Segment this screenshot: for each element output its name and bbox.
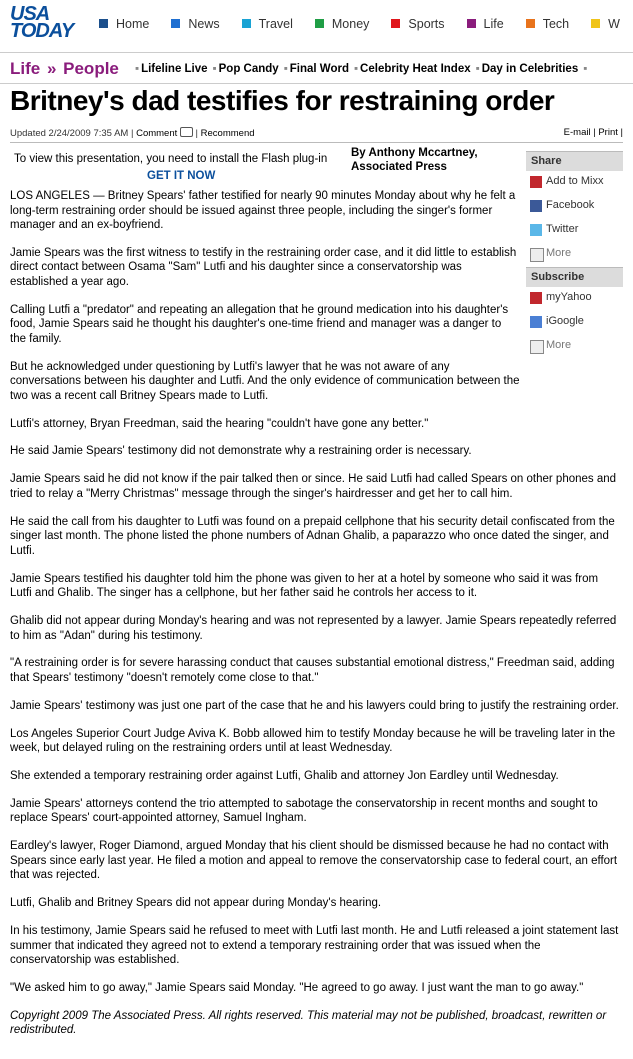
article-paragraph: "A restraining order is for severe harassing conduct that causes substantial emotional distress," Freedman said, adding that Spears' testimony "doesn't remotely come close to that." bbox=[10, 657, 615, 684]
article-paragraph: Eardley's lawyer, Roger Diamond, argued Monday that his client should be dismissed because he had no contact with Spears since early last year. He filed a motion and appeal to remove the conservatorship case to federal court, an effort that was rejected. bbox=[10, 840, 618, 882]
article-paragraph: He said the call from his daughter to Lutfi was found on a prepaid cellphone that his security detail confiscated from the singer last month. The phone listed the phone numbers of Adnan Ghalib, a paparazzo who once dated the singer, and Lutfi. bbox=[10, 515, 615, 557]
nav-square-icon bbox=[315, 19, 324, 28]
article-paragraph: Jamie Spears testified his daughter told him the phone was given to her at a hotel by someone who said it was from Lutfi and Ghalib. The singer has a cellphone, but her father said he controls her access to it. bbox=[10, 572, 599, 600]
section-life-link[interactable]: Life bbox=[10, 59, 41, 78]
subscribe-item-igoogle[interactable] bbox=[526, 311, 623, 335]
subscribe-item-more[interactable] bbox=[526, 335, 623, 359]
section-title: Life » People bbox=[10, 59, 119, 78]
items-item-add-to-mixx[interactable] bbox=[526, 171, 623, 195]
nav-label: Tech bbox=[542, 17, 570, 31]
sublink[interactable]: Lifeline Live bbox=[141, 63, 208, 75]
article-paragraph: Jamie Spears was the first witness to testify in the restraining order case, and it did little to establish direct contact between Osama "Sam" Lutfi and his daughter since a conservatorship was established a year ago. bbox=[10, 246, 517, 288]
separator: ▪ bbox=[283, 63, 288, 75]
main-nav bbox=[99, 17, 633, 35]
article-paragraph: Jamie Spears said he did not know if the pair talked then or since. He said Lutfi had called Spears on other phones and tried to relay a "Merry Christmas" message through the singer's hairdresser and get her to call him. bbox=[10, 473, 617, 500]
article-paragraph: LOS ANGELES — Britney Spears' father testified for nearly 90 minutes Monday about why he felt a long-term restraining order should be issued against three people, including the singer's former manager and an ex-boyfriend. bbox=[10, 190, 516, 231]
nav-square-icon bbox=[171, 19, 180, 28]
share-label: Facebook bbox=[546, 199, 595, 211]
byline bbox=[351, 146, 478, 174]
subscribe-header: Subscribe bbox=[526, 267, 623, 287]
nav-label: News bbox=[188, 17, 220, 31]
twitter-icon bbox=[530, 224, 542, 236]
article-paragraph: Jamie Spears' testimony was just one part of the case that he and his lawyers could bring to justify the restraining order. bbox=[10, 699, 619, 712]
nav-label: Money bbox=[331, 17, 370, 31]
logo-line-1: USA bbox=[10, 3, 50, 25]
sublink[interactable]: Celebrity Heat Index bbox=[360, 63, 471, 75]
article-headline: Britney's dad testifies for restraining order bbox=[10, 85, 555, 116]
separator: ▪ bbox=[583, 63, 588, 75]
share-label: Add to Mixx bbox=[546, 175, 604, 187]
nav-square-icon bbox=[242, 19, 251, 28]
share-header: Share bbox=[526, 151, 623, 171]
recommend-link[interactable]: Recommend bbox=[200, 128, 255, 139]
share-label: iGoogle bbox=[546, 315, 584, 327]
article-meta: Updated 2/24/2009 7:35 AM | Comment | Recommend bbox=[10, 128, 255, 139]
article-paragraph: Los Angeles Superior Court Judge Aviva K. Bobb allowed him to testify Monday because he will be traveling later in the week, but delayed ruling on the restraining orders until at least Wednesday. bbox=[10, 727, 616, 755]
google-icon bbox=[530, 316, 542, 328]
nav-item-home[interactable] bbox=[99, 17, 149, 31]
share-label: More bbox=[546, 339, 572, 351]
items-item-more[interactable] bbox=[526, 243, 623, 267]
nav-square-icon bbox=[391, 19, 400, 28]
nav-item-news[interactable] bbox=[171, 17, 219, 31]
section-sublinks bbox=[133, 63, 589, 75]
print-link[interactable]: Print bbox=[598, 127, 618, 138]
updated-timestamp: Updated 2/24/2009 7:35 AM bbox=[10, 128, 129, 139]
nav-square-icon bbox=[526, 19, 535, 28]
section-people-link[interactable]: People bbox=[63, 59, 119, 78]
article-paragraph: Lutfi, Ghalib and Britney Spears did not appear during Monday's hearing. bbox=[10, 897, 382, 910]
article-paragraph: In his testimony, Jamie Spears said he refused to meet with Lutfi last month. He and Lutfi released a joint statement last summer that indicated they agreed not to extend a temporary restraining order that was issued when the conservatorship was established. bbox=[10, 925, 619, 967]
nav-item-money[interactable] bbox=[315, 17, 370, 31]
nav-item-w[interactable] bbox=[591, 17, 620, 31]
section-bar bbox=[0, 52, 633, 84]
article-paragraph: Calling Lutfi a "predator" and repeating an allegation that he ground medication into his daughter's food, Jamie Spears said he thought his daughter's one-time friend and manager was a danger to the family. bbox=[10, 303, 509, 345]
nav-label: Sports bbox=[408, 17, 445, 31]
nav-label: Life bbox=[483, 17, 504, 31]
byline-author: By Anthony Mccartney, bbox=[351, 147, 478, 159]
article-paragraph: "We asked him to go away," Jamie Spears said Monday. "He agreed to go away. I just want the man to go away." bbox=[10, 982, 584, 995]
subscribe-item-myyahoo[interactable] bbox=[526, 287, 623, 311]
sublink[interactable]: Final Word bbox=[289, 63, 349, 75]
email-link[interactable]: E-mail bbox=[563, 127, 591, 138]
share-label: More bbox=[546, 247, 572, 259]
separator: ▪ bbox=[475, 63, 480, 75]
article-paragraph: He said Jamie Spears' testimony did not demonstrate why a restraining order is necessary. bbox=[10, 445, 472, 458]
share-label: myYahoo bbox=[546, 291, 592, 303]
separator: ▪ bbox=[135, 63, 140, 75]
usatoday-logo[interactable] bbox=[10, 3, 76, 44]
sublink[interactable]: Pop Candy bbox=[218, 63, 279, 75]
nav-square-icon bbox=[99, 19, 108, 28]
nav-square-icon bbox=[467, 19, 476, 28]
copyright-notice: Copyright 2009 The Associated Press. All rights reserved. This material may not be published, broadcast, rewritten or redistributed. bbox=[10, 1009, 607, 1037]
facebook-icon bbox=[530, 200, 542, 212]
nav-label: Travel bbox=[258, 17, 293, 31]
logo-line-2: TODAY bbox=[10, 20, 74, 42]
more-icon bbox=[530, 248, 544, 262]
top-navigation bbox=[0, 0, 633, 52]
article-paragraph: Jamie Spears' attorneys contend the trio attempted to sabotage the conservatorship in recent months and sought to replace Spears' court-appointed attorney, Samuel Ingham. bbox=[10, 797, 598, 825]
nav-square-icon bbox=[591, 19, 600, 28]
sublink[interactable]: Day in Celebrities bbox=[481, 63, 579, 75]
items-item-twitter[interactable] bbox=[526, 219, 623, 243]
divider bbox=[10, 142, 623, 143]
separator: ▪ bbox=[212, 63, 217, 75]
items-item-facebook[interactable] bbox=[526, 195, 623, 219]
mixx-icon bbox=[530, 176, 542, 188]
more-icon bbox=[530, 340, 544, 354]
share-panel bbox=[526, 151, 623, 359]
get-flash-link[interactable]: GET IT NOW bbox=[147, 170, 216, 182]
nav-item-sports[interactable] bbox=[391, 17, 444, 31]
nav-item-travel[interactable] bbox=[242, 17, 293, 31]
article-paragraph: Lutfi's attorney, Bryan Freedman, said the hearing "couldn't have gone any better." bbox=[10, 417, 429, 430]
nav-item-tech[interactable] bbox=[526, 17, 569, 31]
comment-icon[interactable] bbox=[180, 127, 193, 137]
nav-label: W bbox=[608, 17, 620, 31]
flash-notice: To view this presentation, you need to install the Flash plug-in bbox=[14, 153, 328, 165]
comment-link[interactable]: Comment bbox=[136, 128, 178, 139]
nav-label: Home bbox=[116, 17, 150, 31]
article-paragraph: She extended a temporary restraining order against Lutfi, Ghalib and attorney Jon Eardley until Wednesday. bbox=[10, 770, 559, 783]
separator: ▪ bbox=[353, 63, 359, 75]
article-paragraph: But he acknowledged under questioning by Lutfi's lawyer that he was not aware of any conversations between his daughter and Lutfi. And the only evidence of communication between the two was a recent call Britney Spears made to Lutfi. bbox=[10, 360, 520, 402]
share-label: Twitter bbox=[546, 223, 579, 235]
article-paragraph: Ghalib did not appear during Monday's hearing and was not represented by a lawyer. Jamie Spears repeatedly referred to him as "Adan" during his testimony. bbox=[10, 615, 617, 642]
article-tools: E-mail | Print | bbox=[563, 127, 623, 138]
yahoo-icon bbox=[530, 292, 542, 304]
nav-item-life[interactable] bbox=[467, 17, 504, 31]
byline-source: Associated Press bbox=[351, 161, 447, 173]
